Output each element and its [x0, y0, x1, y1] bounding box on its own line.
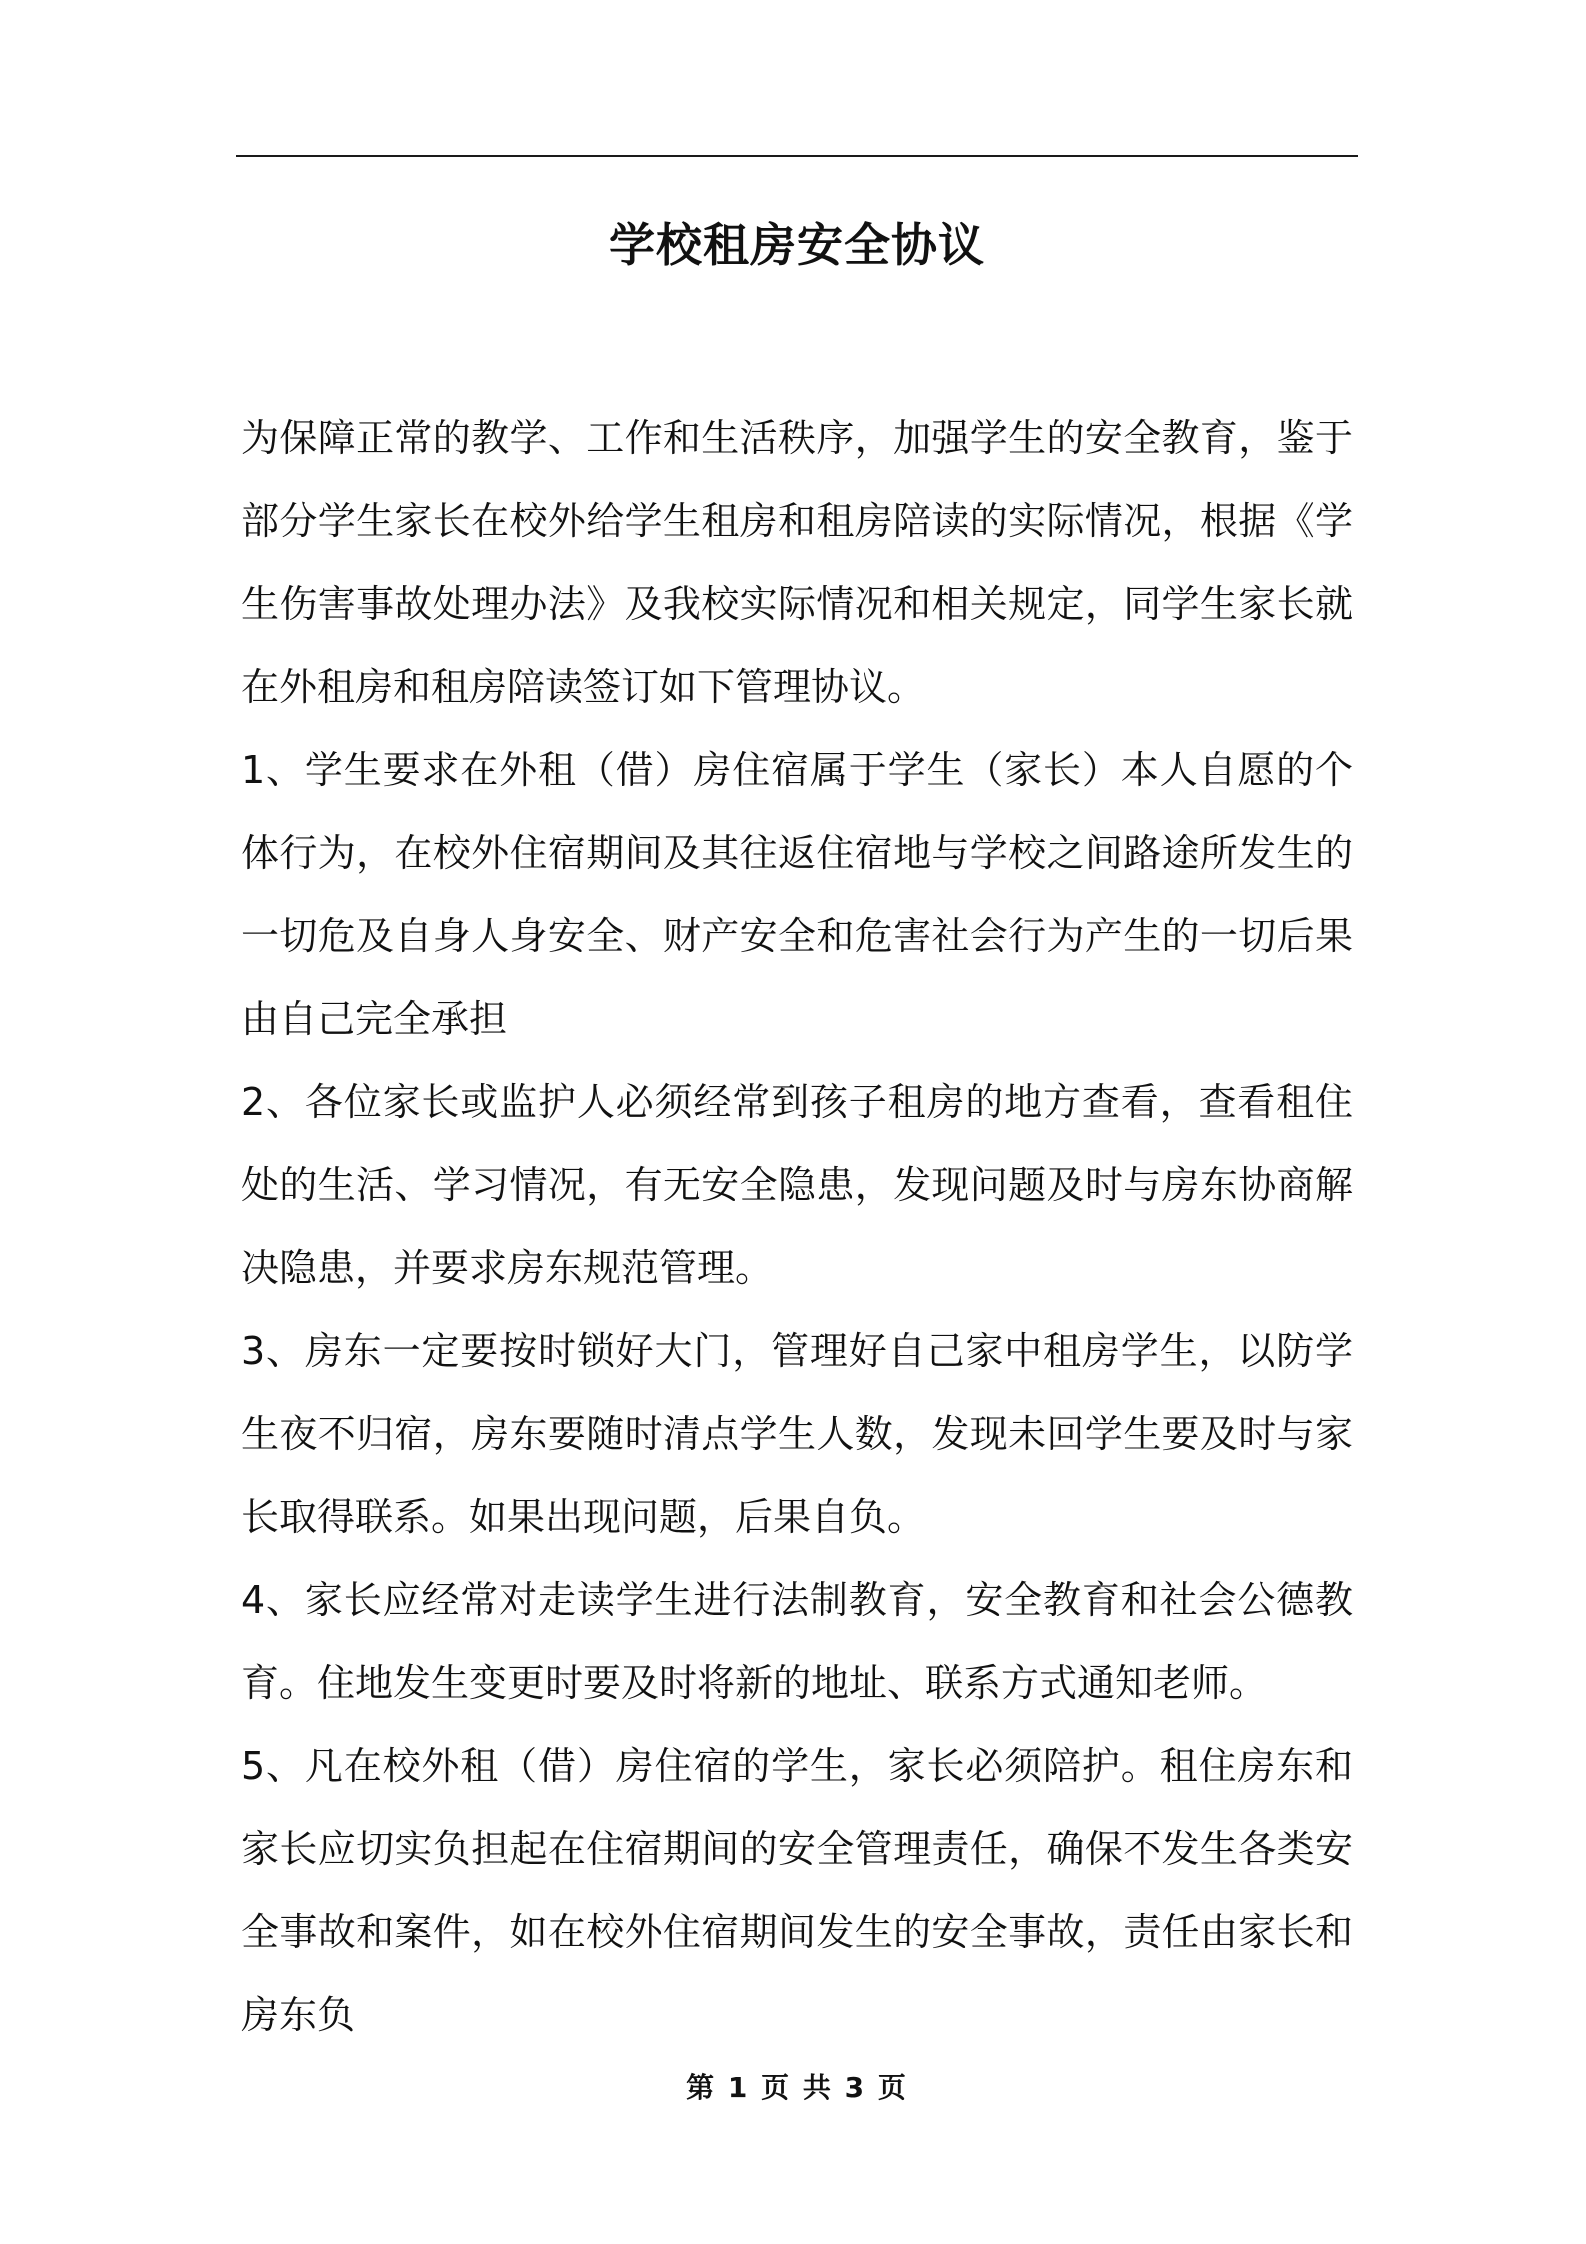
- paragraph-clause-5: 5、凡在校外租（借）房住宿的学生，家长必须陪护。租住房东和家长应切实负担起在住宿期间的安全管理责任，确保不发生各类安全事故和案件，如在校外住宿期间发生的安全事故，责任由家长和房东负: [241, 1744, 1353, 2037]
- header-rule: [236, 155, 1358, 157]
- document-body: [241, 397, 1353, 2057]
- paragraph-clause-4: 4、家长应经常对走读学生进行法制教育，安全教育和社会公德教育。住地发生变更时要及时将新的地址、联系方式通知老师。: [241, 1578, 1353, 1705]
- document-title: 学校租房安全协议: [609, 218, 985, 272]
- paragraph-clause-2: 2、各位家长或监护人必须经常到孩子租房的地方查看，查看租住处的生活、学习情况，有无安全隐患，发现问题及时与房东协商解决隐患，并要求房东规范管理。: [241, 1080, 1353, 1290]
- paragraph-intro: 为保障正常的教学、工作和生活秩序，加强学生的安全教育，鉴于部分学生家长在校外给学生租房和租房陪读的实际情况，根据《学生伤害事故处理办法》及我校实际情况和相关规定，同学生家长就在外租房和租房陪读签订如下管理协议。: [241, 416, 1353, 709]
- page-number-footer: 第 1 页 共 3 页: [686, 2071, 908, 2104]
- paragraph-clause-1: 1、学生要求在外租（借）房住宿属于学生（家长）本人自愿的个体行为，在校外住宿期间及其往返住宿地与学校之间路途所发生的一切危及自身人身安全、财产安全和危害社会行为产生的一切后果由自己完全承担: [241, 748, 1353, 1041]
- paragraph-clause-3: 3、房东一定要按时锁好大门，管理好自己家中租房学生，以防学生夜不归宿，房东要随时清点学生人数，发现未回学生要及时与家长取得联系。如果出现问题，后果自负。: [241, 1329, 1353, 1539]
